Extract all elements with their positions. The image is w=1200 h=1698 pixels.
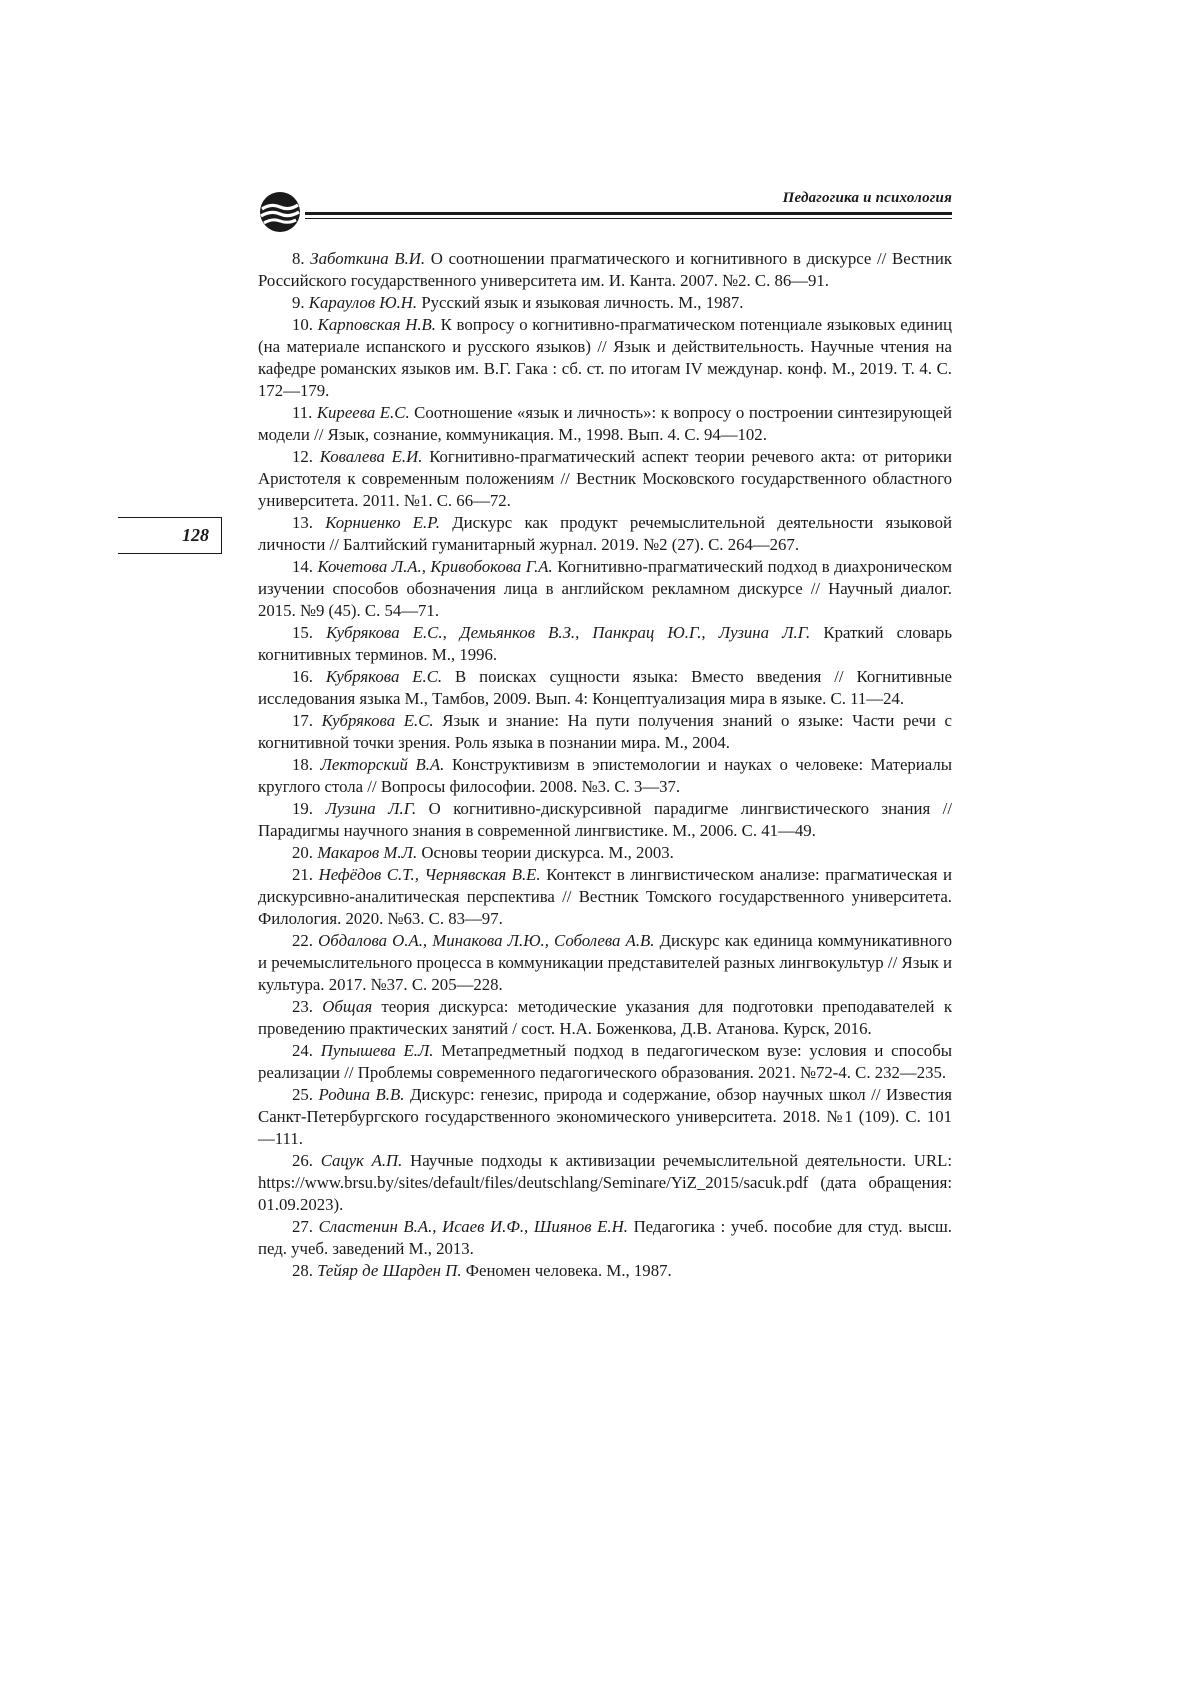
- reference-text: Феномен человека. М., 1987.: [465, 1261, 672, 1280]
- reference-authors: Корниенко Е.Р.: [325, 513, 440, 532]
- reference-authors: Тейяр де Шарден П.: [317, 1261, 462, 1280]
- reference-text: теория дискурса: методические указания для подготовки преподавателей к проведению практических занятий / сост. Н.А. Боженкова, Д.В. Атанова. Курск, 2016.: [258, 997, 952, 1038]
- reference-number: 27.: [292, 1217, 313, 1236]
- reference-item: [258, 798, 952, 842]
- reference-text: К вопросу о когнитивно-прагматическом потенциале языковых единиц (на материале испанского и русского языков) // Язык и действительность. Научные чтения на кафедре романских языков им. В.Г. Гака : сб. ст. по итогам IV междунар. конф. М., 2019. Т. 4. С. 172—179.: [258, 315, 952, 400]
- page-number-box: [118, 517, 222, 554]
- reference-item: [258, 292, 952, 314]
- reference-text: Конструктивизм в эпистемологии и науках о человеке: Материалы круглого стола // Вопросы философии. 2008. №3. С. 3—37.: [258, 755, 953, 796]
- reference-item: [258, 512, 952, 556]
- reference-authors: Киреева Е.С.: [316, 403, 410, 422]
- reference-number: 22.: [292, 931, 313, 950]
- reference-authors: Сластенин В.А., Исаев И.Ф., Шиянов Е.Н.: [318, 1217, 628, 1236]
- reference-item: [258, 930, 952, 996]
- reference-item: [258, 402, 952, 446]
- page-number: 128: [182, 525, 209, 545]
- reference-authors: Кочетова Л.А., Кривобокова Г.А.: [317, 557, 553, 576]
- header-rule-thin: [305, 218, 952, 219]
- reference-number: 23.: [292, 997, 313, 1016]
- reference-item: [258, 1216, 952, 1260]
- reference-item: [258, 666, 952, 710]
- reference-text: Контекст в лингвистическом анализе: прагматическая и дискурсивно-аналитическая перспектива // Вестник Томского государственного университета. Филология. 2020. №63. С. 83—97.: [258, 865, 952, 928]
- reference-number: 14.: [292, 557, 313, 576]
- reference-text: Метапредметный подход в педагогическом вузе: условия и способы реализации // Проблемы современного педагогического образования. 2021. №72-4. С. 232—235.: [258, 1041, 953, 1082]
- reference-text: Соотношение «язык и личность»: к вопросу о построении синтезирующей модели // Язык, сознание, коммуникация. М., 1998. Вып. 4. С. 94—102.: [258, 403, 952, 444]
- reference-authors: Родина В.В.: [318, 1085, 405, 1104]
- reference-number: 24.: [292, 1041, 313, 1060]
- reference-authors: Лузина Л.Г.: [325, 799, 417, 818]
- reference-text: О когнитивно-дискурсивной парадигме лингвистического знания // Парадигмы научного знания в современной лингвистике. М., 2006. С. 41—49.: [258, 799, 952, 840]
- reference-list: [258, 248, 952, 1282]
- reference-number: 9.: [292, 293, 305, 312]
- reference-text: Русский язык и языковая личность. М., 1987.: [421, 293, 744, 312]
- reference-item: [258, 248, 952, 292]
- reference-item: [258, 996, 952, 1040]
- reference-number: 19.: [292, 799, 313, 818]
- reference-authors: Кубрякова Е.С.: [321, 711, 434, 730]
- reference-text: Когнитивно-прагматический аспект теории речевого акта: от риторики Аристотеля к современным положениям // Вестник Московского государственного областного университета. 2011. №1. С. 66—72.: [258, 447, 952, 510]
- reference-text: Когнитивно-прагматический подход в диахроническом изучении способов обозначения лица в английском рекламном дискурсе // Научный диалог. 2015. №9 (45). С. 54—71.: [258, 557, 952, 620]
- reference-text: Дискурс: генезис, природа и содержание, обзор научных школ // Известия Санкт-Петербургского государственного экономического университета. 2018. №1 (109). С. 101—111.: [258, 1085, 952, 1148]
- reference-authors: Заботкина В.И.: [310, 249, 426, 268]
- reference-number: 15.: [292, 623, 313, 642]
- reference-authors: Кубрякова Е.С., Демьянков В.З., Панкрац Ю.Г., Лузина Л.Г.: [326, 623, 811, 642]
- reference-number: 25.: [292, 1085, 313, 1104]
- reference-number: 8.: [292, 249, 305, 268]
- reference-item: [258, 622, 952, 666]
- reference-item: [258, 1084, 952, 1150]
- reference-item: [258, 314, 952, 402]
- reference-text: Краткий словарь когнитивных терминов. М., 1996.: [258, 623, 952, 664]
- reference-text: Дискурс как продукт речемыслительной деятельности языковой личности // Балтийский гуманитарный журнал. 2019. №2 (27). С. 264—267.: [258, 513, 952, 554]
- header-rule: [305, 212, 952, 215]
- reference-authors: Сацук А.П.: [320, 1151, 403, 1170]
- reference-authors: Кубрякова Е.С.: [325, 667, 443, 686]
- reference-authors: Караулов Ю.Н.: [308, 293, 418, 312]
- reference-item: [258, 1260, 952, 1282]
- reference-item: [258, 864, 952, 930]
- reference-number: 28.: [292, 1261, 313, 1280]
- reference-text: В поисках сущности языка: Вместо введения // Когнитивные исследования языка М., Тамбов, 2009. Вып. 4: Концептуализация мира в языке. С. 11—24.: [258, 667, 953, 708]
- reference-number: 21.: [292, 865, 313, 884]
- reference-number: 11.: [292, 403, 313, 422]
- reference-number: 10.: [292, 315, 313, 334]
- reference-text: Научные подходы к активизации речемыслительной деятельности. URL: https://www.brsu.by/sites/default/files/deutschlang/Seminare/YiZ_2015/sacuk.pdf (дата обращения: 01.09.2023).: [258, 1151, 953, 1214]
- reference-text: Дискурс как единица коммуникативного и речемыслительного процесса в коммуникации представителей разных лингвокультур // Язык и культура. 2017. №37. С. 205—228.: [258, 931, 952, 994]
- reference-number: 26.: [292, 1151, 313, 1170]
- reference-item: [258, 710, 952, 754]
- reference-text: Основы теории дискурса. М., 2003.: [421, 843, 674, 862]
- reference-authors: Макаров М.Л.: [317, 843, 418, 862]
- reference-authors: Пупышева Е.Л.: [320, 1041, 434, 1060]
- reference-number: 16.: [292, 667, 313, 686]
- reference-item: [258, 446, 952, 512]
- reference-number: 12.: [292, 447, 313, 466]
- reference-item: [258, 842, 952, 864]
- running-head: Педагогика и психология: [782, 190, 952, 206]
- reference-item: [258, 754, 952, 798]
- reference-number: 17.: [292, 711, 313, 730]
- reference-text: Язык и знание: На пути получения знаний о языке: Части речи с когнитивной точки зрения. Роль языка в познании мира. М., 2004.: [258, 711, 952, 752]
- reference-authors: Общая: [322, 997, 373, 1016]
- reference-authors: Карповская Н.В.: [317, 315, 436, 334]
- reference-number: 13.: [292, 513, 313, 532]
- reference-authors: Обдалова О.А., Минакова Л.Ю., Соболева А.В.: [318, 931, 655, 950]
- reference-authors: Нефёдов С.Т., Чернявская В.Е.: [318, 865, 541, 884]
- reference-authors: Ковалева Е.И.: [319, 447, 423, 466]
- reference-authors: Лекторский В.А.: [320, 755, 445, 774]
- journal-wave-logo-icon: [258, 190, 302, 234]
- reference-item: [258, 1150, 952, 1216]
- reference-number: 20.: [292, 843, 313, 862]
- reference-item: [258, 1040, 952, 1084]
- reference-item: [258, 556, 952, 622]
- reference-number: 18.: [292, 755, 313, 774]
- reference-text: О соотношении прагматического и когнитивного в дискурсе // Вестник Российского государственного университета им. И. Канта. 2007. №2. С. 86—91.: [258, 249, 952, 290]
- reference-text: Педагогика : учеб. пособие для студ. высш. пед. учеб. заведений М., 2013.: [258, 1217, 953, 1258]
